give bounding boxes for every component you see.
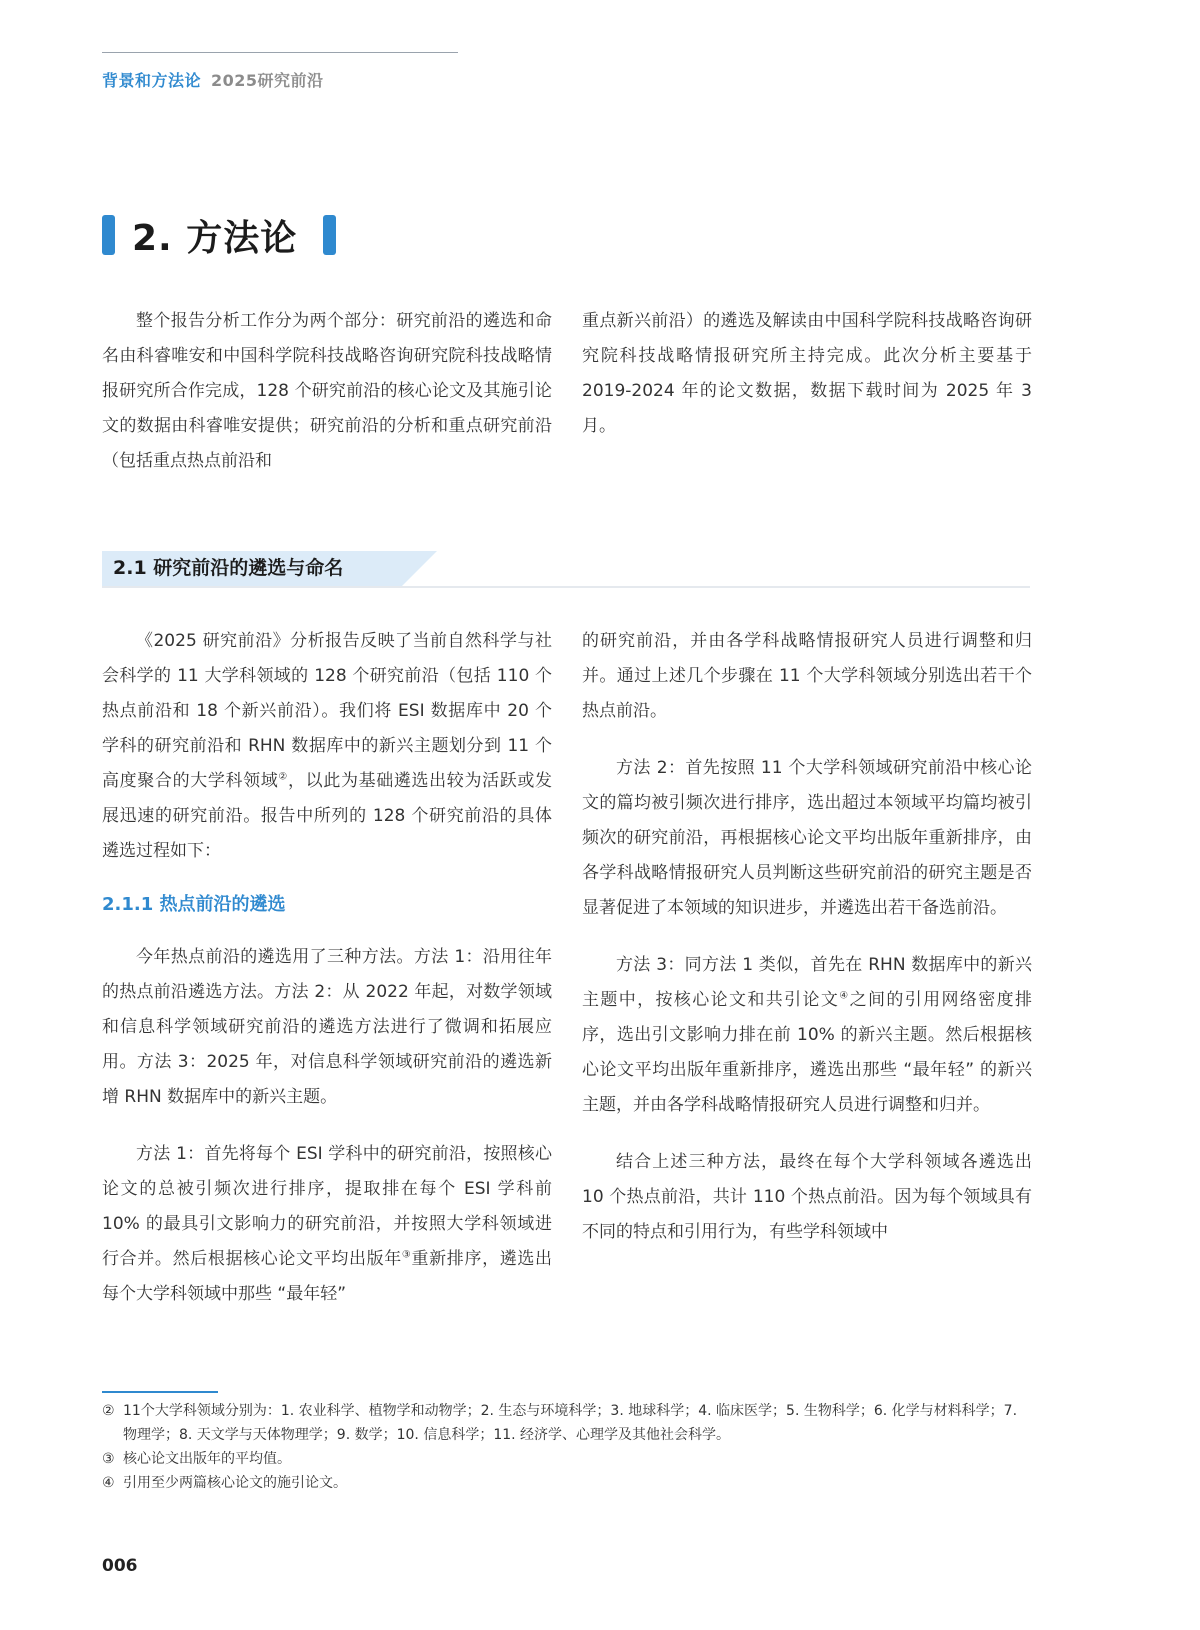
footnote-text: 引用至少两篇核心论文的施引论文。 xyxy=(123,1475,347,1491)
page-number: 006 xyxy=(102,1556,138,1576)
footnote-mark: ② xyxy=(102,1403,115,1419)
text-run: 重新排序，遴选出每个大学科领域中那些 “最年轻” xyxy=(102,1249,553,1304)
header-rule xyxy=(102,52,458,53)
page-title: 2. 方法论 xyxy=(132,217,298,259)
text-run: ，以此为基础遴选出较为活跃或发展迅速的研究前沿。报告中所列的 128 个研究前沿的具体遴选过程如下： xyxy=(102,771,553,861)
section-heading-label: 2.1 研究前沿的遴选与命名 xyxy=(113,557,344,579)
intro-right-column xyxy=(582,304,1032,444)
intro-paragraph-continued: 重点新兴前沿）的遴选及解读由中国科学院科技战略咨询研究院科技战略情报研究所主持完成。此次分析主要基于 2019-2024 年的论文数据，数据下载时间为 2025 年 3 月。 xyxy=(582,311,1032,436)
breadcrumb xyxy=(102,68,324,91)
text-run: 方法 1：首先将每个 ESI 学科中的研究前沿，按照核心论文的总被引频次进行排序，提取排在每个 ESI 学科前 10% 的最具引文影响力的研究前沿，并按照大学科领域进行合并。然后根据核心论文平均出版年 xyxy=(102,1144,552,1269)
body-paragraph-continued: 的研究前沿，并由各学科战略情报研究人员进行调整和归并。通过上述几个步骤在 11 个大学科领域分别选出若干个热点前沿。 xyxy=(582,631,1032,721)
intro-paragraph: 整个报告分析工作分为两个部分：研究前沿的遴选和命名由科睿唯安和中国科学院科技战略咨询研究院科技战略情报研究所合作完成，128 个研究前沿的核心论文及其施引论文的数据由科睿唯安提供；研究前沿的分析和重点研究前沿（包括重点热点前沿和 xyxy=(102,311,552,471)
body-paragraph-summary: 结合上述三种方法，最终在每个大学科领域各遴选出 10 个热点前沿，共计 110 个热点前沿。因为每个领域具有不同的特点和引用行为，有些学科领域中 xyxy=(582,1152,1032,1242)
subsection-heading: 2.1.1 热点前沿的遴选 xyxy=(102,894,286,915)
body-paragraph-2: 今年热点前沿的遴选用了三种方法。方法 1：沿用往年的热点前沿遴选方法。方法 2：从 2022 年起，对数学领域和信息科学领域研究前沿的遴选方法进行了微调和拓展应用。方法 3：2025 年，对信息科学领域研究前沿的遴选新增 RHN 数据库中的新兴主题。 xyxy=(102,947,552,1107)
section-heading-rule xyxy=(102,586,1030,588)
breadcrumb-book: 2025研究前沿 xyxy=(211,71,324,90)
title-bar-left xyxy=(102,215,115,255)
text-run: 之间的引用网络密度排序，选出引文影响力排在前 10% 的新兴主题。然后根据核心论文平均出版年重新排序，遴选出那些 “最年轻” 的新兴主题，并由各学科战略情报研究人员进行调整和归并。 xyxy=(582,990,1033,1115)
intro-left-column xyxy=(102,304,552,479)
body-paragraph-3 xyxy=(102,1137,552,1312)
body-paragraph-1 xyxy=(102,624,552,869)
footnote-text: 11个大学科领域分别为：1. 农业科学、植物学和动物学；2. 生态与环境科学；3. 地球科学；4. 临床医学；5. 生物科学；6. 化学与材料科学；7. 物理学；8. 天文学与天体物理学；9. 数学；10. 信息科学；11. 经济学、心理学及其他社会科学。 xyxy=(123,1403,1018,1443)
title-bar-right xyxy=(323,215,336,255)
section-heading-band-tip xyxy=(402,551,437,586)
section-heading xyxy=(102,551,1030,588)
body-paragraph-method-3 xyxy=(582,948,1032,1123)
footnote-text: 核心论文出版年的平均值。 xyxy=(123,1451,291,1467)
footnote-3 xyxy=(102,1447,1034,1471)
footnote-4 xyxy=(102,1471,1034,1495)
footnote-ref-2: ② xyxy=(278,771,289,783)
footnote-ref-4: ④ xyxy=(839,990,850,1002)
footnote-mark: ③ xyxy=(102,1451,115,1467)
body-right-column xyxy=(582,624,1032,1250)
text-run: 方法 3：同方法 1 类似，首先在 RHN 数据库中的新兴主题中，按核心论文和共引论文 xyxy=(582,955,1032,1010)
text-run: 《2025 研究前沿》分析报告反映了当前自然科学与社会科学的 11 大学科领域的 128 个研究前沿（包括 110 个热点前沿和 18 个新兴前沿）。我们将 ESI 数据库中 20 个学科的研究前沿和 RHN 数据库中的新兴主题划分到 11 个高度聚合的大学科领域 xyxy=(102,631,552,791)
chapter-title xyxy=(102,212,336,258)
footnote-2 xyxy=(102,1399,1034,1447)
body-left-column xyxy=(102,624,552,1312)
body-paragraph-method-2: 方法 2：首先按照 11 个大学科领域研究前沿中核心论文的篇均被引频次进行排序，选出超过本领域平均篇均被引频次的研究前沿，再根据核心论文平均出版年重新排序，由各学科战略情报研究人员判断这些研究前沿的研究主题是否显著促进了本领域的知识进步，并遴选出若干备选前沿。 xyxy=(582,758,1032,918)
breadcrumb-section: 背景和方法论 xyxy=(102,71,202,90)
footnotes xyxy=(102,1399,1034,1495)
footnote-ref-3: ③ xyxy=(401,1249,412,1261)
footnote-mark: ④ xyxy=(102,1475,115,1491)
footnote-rule xyxy=(102,1391,218,1393)
